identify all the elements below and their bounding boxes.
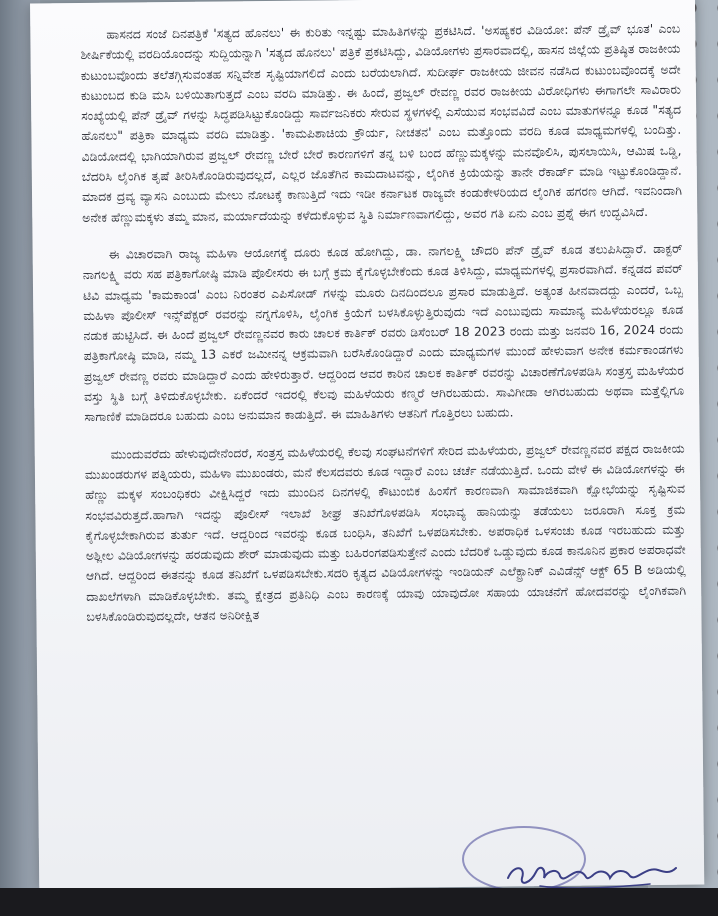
- paragraph-1: ಹಾಸನದ ಸಂಜೆ ದಿನಪತ್ರಿಕೆ 'ಸತ್ಯದ ಹೊನಲು' ಈ ಕುರಿತು ಇನ್ನಷ್ಟು ಮಾಹಿತಿಗಳನ್ನು ಪ್ರಕಟಿಸಿದೆ. 'ಅಸಹ್ಯಕರ ವಿಡಿಯೋ: ಪೆನ್ ಡ್ರೈವ್ ಭೂತ' ಎಂಬ ಶೀರ್ಷಿಕೆಯಲ್ಲಿ ವರದಿಯೊಂದನ್ನು ಸುದ್ದಿಯನ್ನಾಗಿ 'ಸತ್ಯದ ಹೊನಲು' ಪತ್ರಿಕೆ ಪ್ರಕಟಿಸಿದ್ದು, ವಿಡಿಯೋಗಳು ಪ್ರಸಾರವಾದಲ್ಲಿ, ಹಾಸನ ಜಿಲ್ಲೆಯ ಪ್ರತಿಷ್ಠಿತ ರಾಜಕೀಯ ಕುಟುಂಬವೊಂದು ತಲೆತಗ್ಗಿಸುವಂತಹ ಸನ್ನಿವೇಶ ಸೃಷ್ಟಿಯಾಗಲಿದೆ ಎಂದು ಬರೆಯಲಾಗಿದೆ. ಸುದೀರ್ಘ ರಾಜಕೀಯ ಜೀವನ ನಡೆಸಿದ ಕುಟುಂಬವೊಂದಕ್ಕೆ ಅದೇ ಕುಟುಂಬದ ಕುಡಿ ಮಸಿ ಬಳಿಯಿತಾಗುತ್ತದೆ ಎಂಬ ವರದಿ ಮಾಡಿತ್ತು. ಈ ಹಿಂದೆ, ಪ್ರಜ್ವಲ್ ರೇವಣ್ಣ ರವರ ರಾಜಕೀಯ ವಿರೋಧಿಗಳು ಈಗಾಗಲೇ ಸಾವಿರಾರು ಸಂಖ್ಯೆಯಲ್ಲಿ ಪೆನ್ ಡ್ರೈವ್ ಗಳನ್ನು ಸಿದ್ಧಪಡಿಸಿಟ್ಟುಕೊಂಡಿದ್ದು ಸಾರ್ವಜನಿಕರು ಸೇರುವ ಸ್ಥಳಗಳಲ್ಲಿ ಎಸೆಯುವ ಸಂಭವವಿದೆ ಎಂಬ ಮಾತುಗಳನ್ನೂ ಕೂಡ "ಸತ್ಯದ ಹೊನಲು" ಪತ್ರಿಕಾ ಮಾಧ್ಯಮ ವರದಿ ಮಾಡಿತ್ತು. 'ಕಾಮಪಿಶಾಚಿಯ ಕ್ರೌರ್ಯ, ನೀಚತನ' ಎಂಬ ಮತ್ತೊಂದು ವರದಿ ಕೂಡ ಮಾಧ್ಯಮಗಳಲ್ಲಿ ಬಂದಿತ್ತು. ವಿಡಿಯೋದಲ್ಲಿ ಭಾಗಿಯಾಗಿರುವ ಪ್ರಜ್ವಲ್ ರೇವಣ್ಣ ಬೇರೆ ಬೇರೆ ಕಾರಣಗಳಿಗೆ ತನ್ನ ಬಳಿ ಬಂದ ಹೆಣ್ಣುಮಕ್ಕಳನ್ನು ಮನವೊಲಿಸಿ, ಪುಸಲಾಯಿಸಿ, ಆಮಿಷ ಒಡ್ಡಿ, ಬೆದರಿಸಿ ಲೈಂಗಿಕ ತೃಷೆ ತೀರಿಸಿಕೊಂಡಿರುವುದಲ್ಲದೆ, ಎಲ್ಲರ ಜೊತೆಗಿನ ಕಾಮದಾಟವನ್ನು, ಲೈಂಗಿಕ ಕ್ರಿಯೆಯನ್ನು ತಾನೇ ರೆಕಾರ್ಡ್ ಮಾಡಿ ಇಟ್ಟುಕೊಂಡಿದ್ದಾನೆ. ಮಾದಕ ದ್ರವ್ಯ ವ್ಯಾಸನಿ ಎಂಬುದು ಮೇಲು ನೋಟಕ್ಕೆ ಕಾಣುತ್ತಿದೆ ಇದು ಇಡೀ ಕರ್ನಾಟಕ ರಾಜ್ಯವೇ ಕಂಡುಕೇಳರಿಯದ ಲೈಂಗಿಕ ಹಗರಣ ಆಗಿದೆ. ಇವನಿಂದಾಗಿ ಅನೇಕ ಹೆಣ್ಣುಮಕ್ಕಳು ತಮ್ಮ ಮಾನ, ಮರ್ಯಾದೆಯನ್ನು ಕಳೆದುಕೊಳ್ಳುವ ಸ್ಥಿತಿ ನಿರ್ಮಾಣವಾಗಲಿದ್ದು, ಅವರ ಗತಿ ಏನು ಎಂಬ ಪ್ರಶ್ನೆ ಈಗ ಉದ್ಭವಿಸಿದೆ.: [80, 21, 683, 225]
- letter-page: [30, 0, 704, 891]
- paragraph-2: ಈ ವಿಚಾರವಾಗಿ ರಾಜ್ಯ ಮಹಿಳಾ ಆಯೋಗಕ್ಕೆ ದೂರು ಕೂಡ ಹೋಗಿದ್ದು, ಡಾ. ನಾಗಲಕ್ಷ್ಮಿ ಚೌದರಿ ಪೆನ್ ಡ್ರೈವ್ ಕೂಡ ತಲುಪಿಸಿದ್ದಾರೆ. ಡಾಕ್ಟರ್ ನಾಗಲಕ್ಷ್ಮಿ ವರು ಸಹ ಪತ್ರಿಕಾಗೋಷ್ಠಿ ಮಾಡಿ ಪೊಲೀಸರು ಈ ಬಗ್ಗೆ ಕ್ರಮ ಕೈಗೊಳ್ಳಬೇಕೆಂದು ಕೂಡ ತಿಳಿಸಿದ್ದು, ಮಾಧ್ಯಮಗಳಲ್ಲಿ ಪ್ರಸಾರವಾಗಿದೆ. ಕನ್ನಡದ ಪವರ್ ಟಿವಿ ಮಾಧ್ಯಮ 'ಕಾಮಕಾಂಡ' ಎಂಬ ನಿರಂತರ ಎಪಿಸೋಡ್ ಗಳನ್ನು ಮೂರು ದಿನದಿಂದಲೂ ಪ್ರಸಾರ ಮಾಡುತ್ತಿದೆ. ಅತ್ಯಂತ ಹೀನವಾದದ್ದು ಎಂದರೆ, ಒಬ್ಬ ಮಹಿಳಾ ಪೊಲೀಸ್ ಇನ್ಸ್‌ಪೆಕ್ಟರ್ ರವರನ್ನು ನಗ್ನಗೊಳಿಸಿ, ಲೈಂಗಿಕ ಕ್ರಿಯೆಗೆ ಬಳಸಿಕೊಳ್ಳುತ್ತಿರುವುದು ಇದೆ ಎಂಬುವುದು ಸಾಮಾನ್ಯ ಮಹಿಳೆಯರಲ್ಲೂ ಕೂಡ ನಡುಕ ಹುಟ್ಟಿಸಿದೆ. ಈ ಹಿಂದೆ ಪ್ರಜ್ವಲ್ ರೇವಣ್ಣನವರ ಕಾರು ಚಾಲಕ ಕಾರ್ತಿಕ್ ರವರು ಡಿಸೆಂಬರ್ 18 2023 ರಂದು ಮತ್ತು ಜನವರಿ 16, 2024 ರಂದು ಪತ್ರಿಕಾಗೋಷ್ಠಿ ಮಾಡಿ, ನಮ್ಮ 13 ಎಕರೆ ಜಮೀನನ್ನ ಆಕ್ರಮವಾಗಿ ಬರೆಸಿಕೊಂಡಿದ್ದಾರೆ ಎಂದು ಮಾಧ್ಯಮಗಳ ಮುಂದೆ ಹೇಳುವಾಗ ಅನೇಕ ಕರ್ಮಕಾಂಡಗಳು ಪ್ರಜ್ವಲ್ ರೇವಣ್ಣ ರವರು ಮಾಡಿದ್ದಾರೆ ಎಂದು ಹೇಳಿರುತ್ತಾರೆ. ಆದ್ದರಿಂದ ಆವರ ಕಾರಿನ ಚಾಲಕ ಕಾರ್ತಿಕ್ ರವರನ್ನು ವಿಚಾರಣೆಗೊಳಪಡಿಸಿ ಸಂತ್ರಸ್ತ ಮಹಿಳೆಯರ ವಸ್ತು ಸ್ಥಿತಿ ಬಗ್ಗೆ ತಿಳಿದುಕೊಳ್ಳಬೇಕು. ಏಕೆಂದರೆ ಇದರಲ್ಲಿ ಕೆಲವು ಮಹಿಳೆಯರು ಕಣ್ಮರೆ ಆಗಿರಬಹುದು. ಸಾವಿಗೀಡಾ ಆಗಿರಬಹುದು ಅಥವಾ ಮತ್ತೆಲ್ಲಿಗೂ ಸಾಗಾಣಿಕೆ ಮಾಡಿದರೂ ಬಹುದು ಎಂಬ ಅನುಮಾನ ಕಾಡುತ್ತಿದೆ. ಈ ಮಾಹಿತಿಗಳು ಆತನಿಗೆ ಗೊತ್ತಿರಲು ಬಹುದು.: [82, 241, 685, 425]
- paragraph-3: ಮುಂದುವರೆದು ಹೇಳುವುದೇನೆಂದರೆ, ಸಂತ್ರಸ್ತ ಮಹಿಳೆಯರಲ್ಲಿ ಕೆಲವು ಸಂಘಟನೆಗಳಿಗೆ ಸೇರಿದ ಮಹಿಳೆಯರು, ಪ್ರಜ್ವಲ್ ರೇವಣ್ಣನವರ ಪಕ್ಷದ ರಾಜಕೀಯ ಮುಖಂಡರುಗಳ ಪತ್ನಿಯರು, ಮಹಿಳಾ ಮುಖಂಡರು, ಮನೆ ಕೆಲಸದವರು ಕೂಡ ಇದ್ದಾರೆ ಎಂಬ ಚರ್ಚೆ ನಡೆಯುತ್ತಿದೆ. ಒಂದು ವೇಳೆ ಈ ವಿಡಿಯೋಗಳನ್ನು ಈ ಹೆಣ್ಣು ಮಕ್ಕಳ ಸಂಬಂಧಿಕರು ವೀಕ್ಷಿಸಿದ್ದರೆ ಇದು ಮುಂದಿನ ದಿನಗಳಲ್ಲಿ ಕೌಟುಂಬಿಕ ಹಿಂಸೆಗೆ ಕಾರಣವಾಗಿ ಸಾಮಾಜಿಕವಾಗಿ ಕ್ಷೋಭೆಯನ್ನು ಸೃಷ್ಟಿಸುವ ಸಂಭವವಿರುತ್ತದೆ.ಹಾಗಾಗಿ ಇದನ್ನು ಪೊಲೀಸ್ ಇಲಾಖೆ ಶೀಘ್ರ ತನಿಖೆಗೊಳಪಡಿಸಿ ಸಂಭಾವ್ಯ ಹಾನಿಯನ್ನು ತಡೆಯಲು ಜರೂರಾಗಿ ಸೂಕ್ತ ಕ್ರಮ ಕೈಗೊಳ್ಳಬೇಕಾಗಿರುವ ತುರ್ತು ಇದೆ. ಆದ್ದರಿಂದ ಇವರನ್ನು ಕೂಡ ಬಂಧಿಸಿ, ತನಿಖೆಗೆ ಒಳಪಡಿಸಬೇಕು. ಅಪರಾಧಿಕ ಒಳಸಂಚು ಕೂಡ ಇರಬಹುದು ಮತ್ತು ಅಶ್ಲೀಲ ವಿಡಿಯೋಗಳನ್ನು ಹರಡುವುದು ಶೇರ್ ಮಾಡುವುದು ಮತ್ತು ಬಹಿರಂಗಪಡಿಸುತ್ತೇನೆ ಎಂದು ಬೆದರಿಕೆ ಒಡ್ಡುವುದು ಕೂಡ ಕಾನೂನಿನ ಪ್ರಕಾರ ಅಪರಾಧವೇ ಆಗಿದೆ. ಆದ್ದರಿಂದ ಈತನನ್ನು ಕೂಡ ತನಿಖೆಗೆ ಒಳಪಡಿಸಬೇಕು.ಸದರಿ ಕೃತ್ಯದ ವಿಡಿಯೋಗಳನ್ನು ಇಂಡಿಯನ್ ಎಲೆಕ್ಟ್ರಾನಿಕ್ ಎವಿಡೆನ್ಸ್ ಆಕ್ಟ್ 65 B ಅಡಿಯಲ್ಲಿ ದಾಖಲೆಗಳಾಗಿ ಮಾಡಿಕೊಳ್ಳಬೇಕು. ತಮ್ಮ ಕ್ಷೇತ್ರದ ಪ್ರತಿನಿಧಿ ಎಂಬ ಕಾರಣಕ್ಕೆ ಯಾವು ಯಾವುದೋ ಸಹಾಯ ಯಾಚನೆಗೆ ಹೋದವರನ್ನು ಲೈಂಗಿಕವಾಗಿ ಬಳಸಿಕೊಂಡಿರುವುದಲ್ಲದೇ, ಆತನ ಅನಿರೀಕ್ಷಿತ: [84, 441, 687, 624]
- bottom-edge: [0, 888, 718, 916]
- letter-body: [80, 19, 686, 628]
